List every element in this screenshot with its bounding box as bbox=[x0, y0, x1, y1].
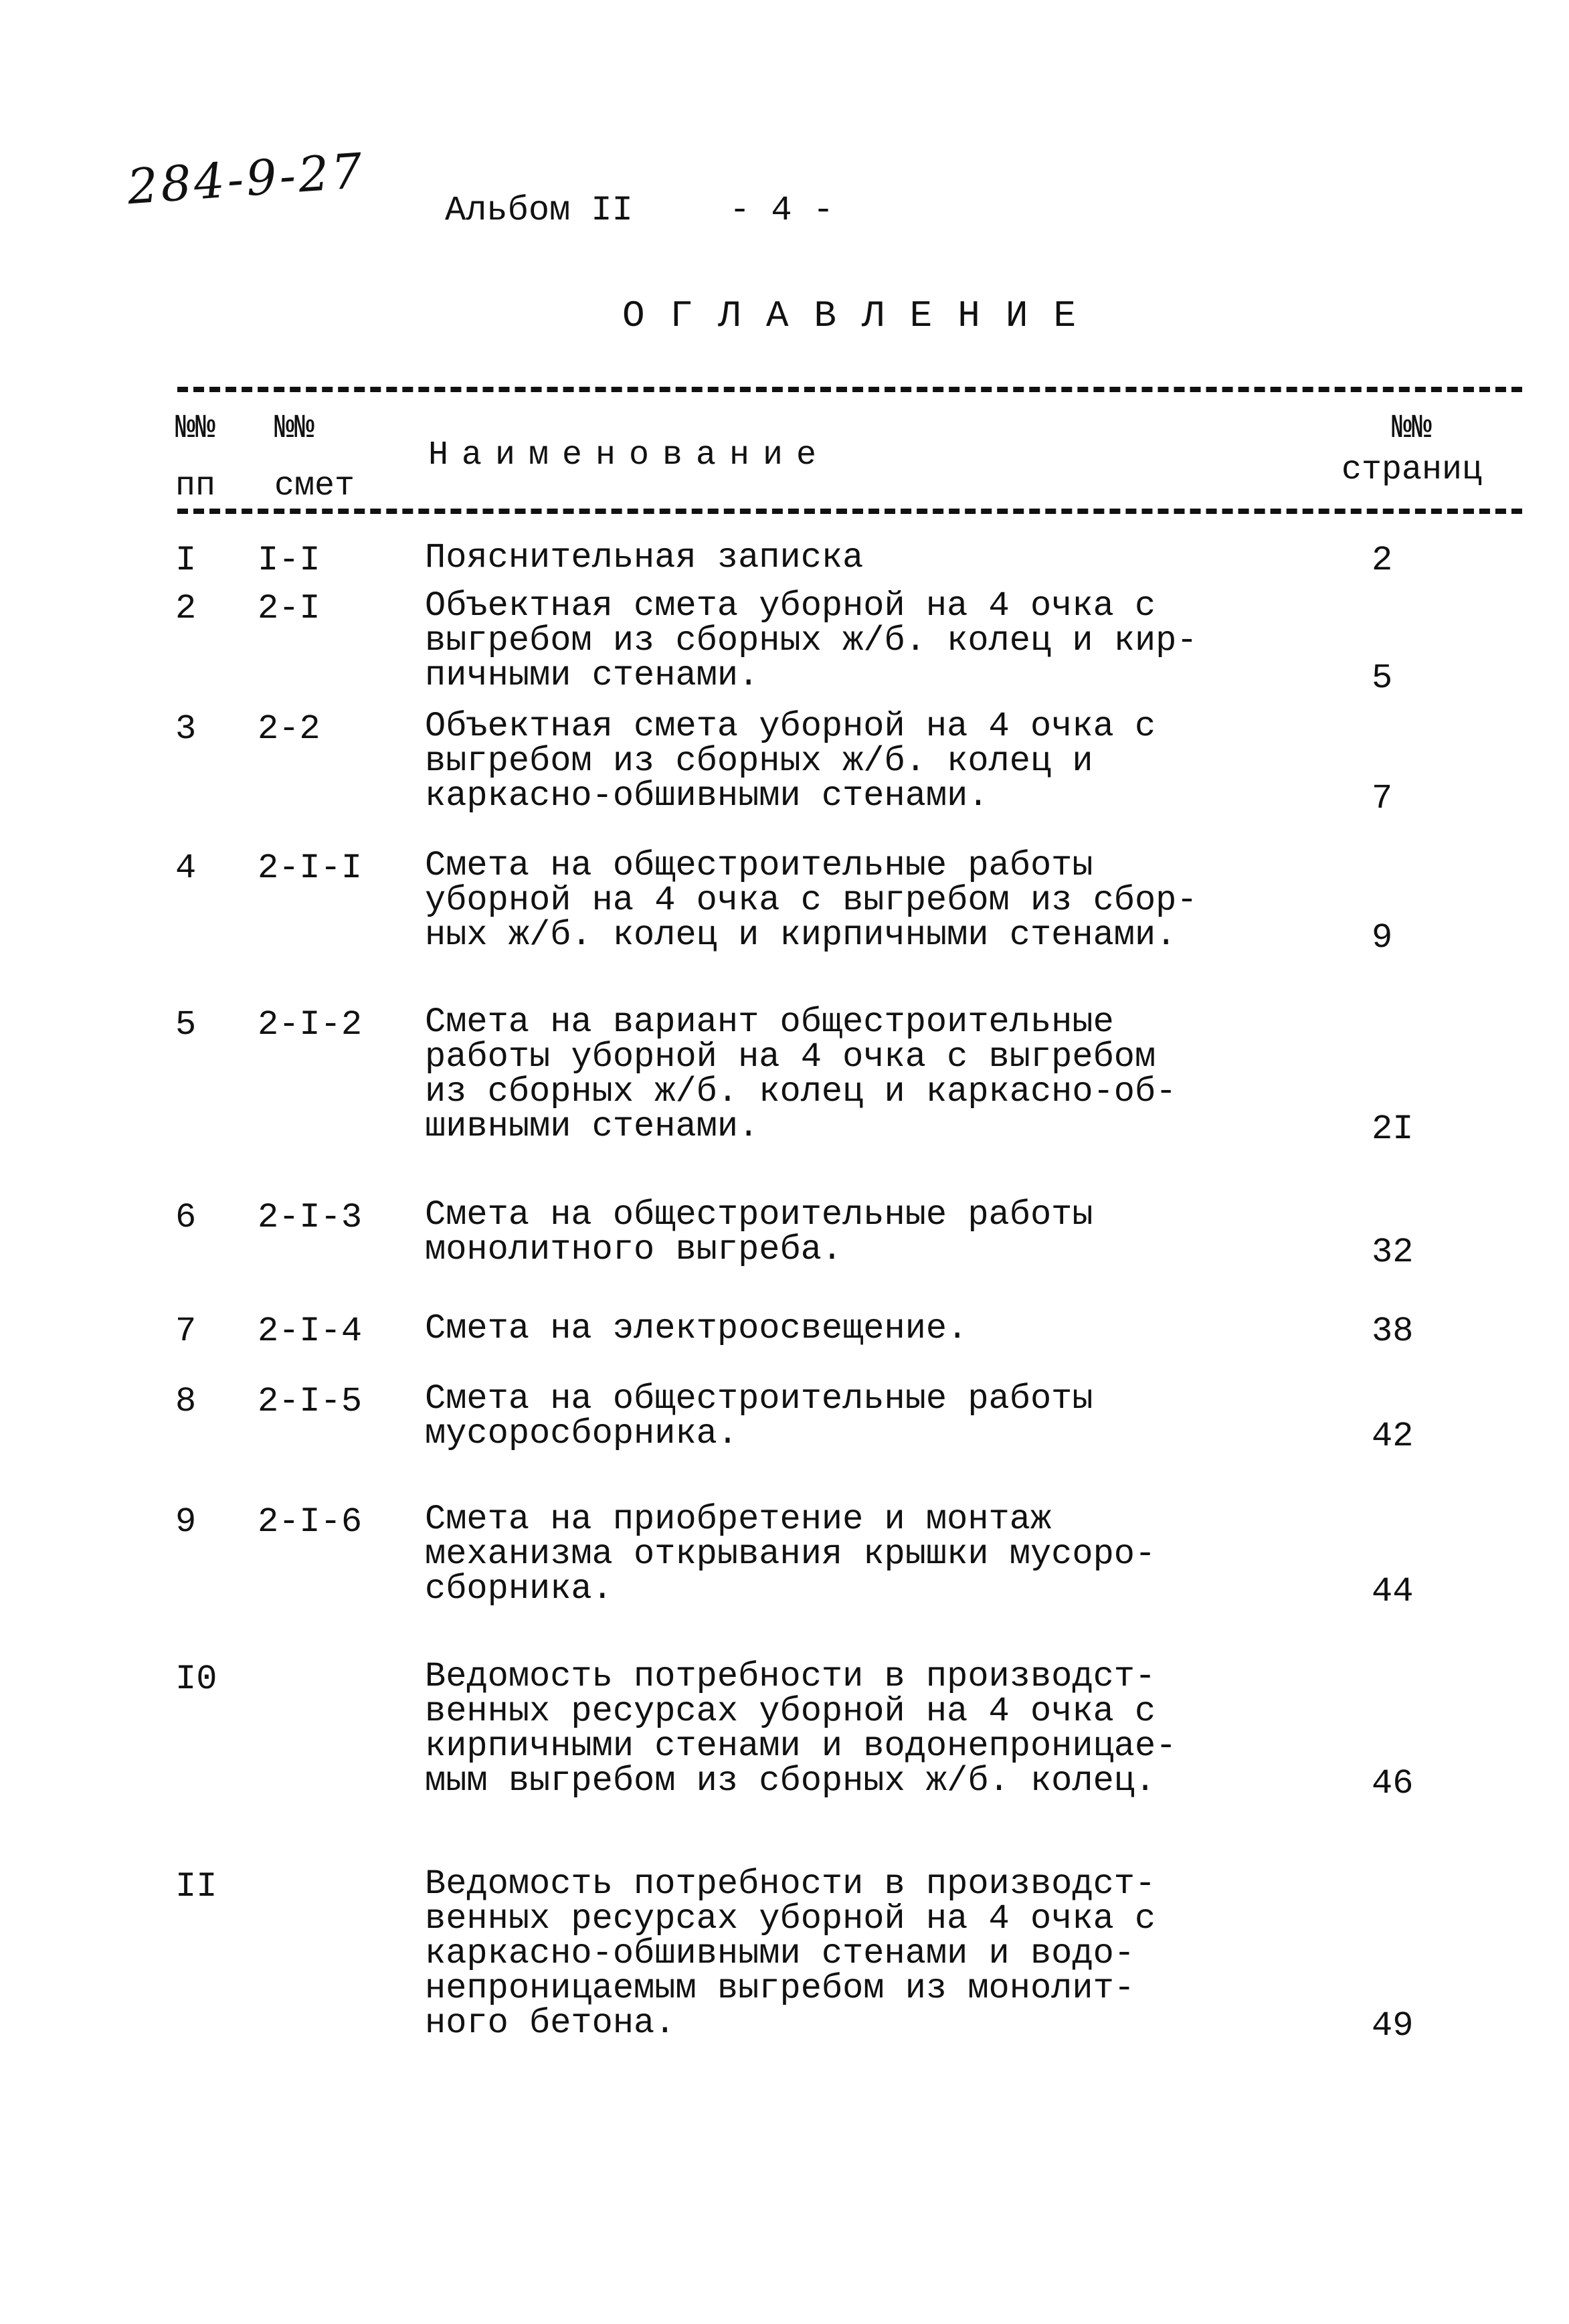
toc-row-page: 5 bbox=[1372, 658, 1393, 698]
toc-row-page: 38 bbox=[1372, 1312, 1414, 1351]
toc-row-title-line: уборной на 4 очка с выгребом из сбор- bbox=[425, 881, 1198, 920]
toc-row-title-line: работы уборной на 4 очка с выгребом bbox=[425, 1037, 1156, 1077]
toc-row-title bbox=[425, 1864, 1288, 2043]
toc-row-title-line: мусоросборника. bbox=[425, 1414, 739, 1453]
toc-row-title-line: Смета на электроосвещение. bbox=[425, 1309, 968, 1348]
toc-row-title-line: непроницаемым выгребом из монолит- bbox=[425, 1969, 1135, 2008]
toc-row-number: 5 bbox=[175, 1005, 197, 1045]
page-title: ОГЛАВЛЕНИЕ bbox=[622, 294, 1102, 337]
toc-row-title-line: кирпичными стенами и водонепроницае- bbox=[425, 1726, 1177, 1766]
toc-row-page: 46 bbox=[1372, 1764, 1414, 1803]
header-bottom-rule bbox=[177, 509, 1522, 514]
header-pages-line2: страниц bbox=[1341, 451, 1483, 489]
toc-row-number: 7 bbox=[175, 1312, 197, 1351]
toc-row-page: 44 bbox=[1372, 1572, 1414, 1611]
header-estimate-line2: смет bbox=[274, 467, 355, 505]
toc-row-estimate: 2-2 bbox=[258, 709, 320, 749]
toc-row-title-line: ных ж/б. колец и кирпичными стенами. bbox=[425, 915, 1177, 955]
toc-row-title-line: каркасно-обшивными стенами. bbox=[425, 776, 989, 816]
toc-row-title bbox=[425, 538, 1288, 577]
toc-row-title-line: механизма открывания крышки мусоро- bbox=[425, 1534, 1156, 1574]
toc-row-title-line: выгребом из сборных ж/б. колец и кир- bbox=[425, 621, 1198, 660]
header-pages bbox=[1335, 408, 1489, 491]
toc-row-title bbox=[425, 1309, 1288, 1348]
toc-row-title-line: Ведомость потребности в производст- bbox=[425, 1864, 1156, 1904]
toc-row-title bbox=[425, 1502, 1288, 1607]
toc-row-title-line: Смета на общестроительные работы bbox=[425, 1195, 1093, 1235]
handwritten-doc-code: 284-9-27 bbox=[125, 142, 367, 215]
toc-row-page: 9 bbox=[1372, 918, 1393, 958]
toc-row-title bbox=[425, 1379, 1288, 1453]
toc-row-title-line: Объектная смета уборной на 4 очка с bbox=[425, 586, 1156, 626]
toc-row-page: 42 bbox=[1372, 1417, 1414, 1456]
toc-row-title-line: ного бетона. bbox=[425, 2003, 676, 2043]
toc-row-number: I bbox=[175, 541, 197, 580]
toc-row-page: 49 bbox=[1372, 2006, 1414, 2046]
toc-row-title bbox=[425, 848, 1288, 953]
header-no-line2: пп bbox=[175, 467, 216, 505]
toc-row-number: 9 bbox=[175, 1502, 197, 1542]
header-pages-line1: №№ bbox=[1391, 410, 1432, 448]
toc-row-number: 4 bbox=[175, 848, 197, 888]
toc-row-number: 8 bbox=[175, 1382, 197, 1421]
toc-row-estimate: I-I bbox=[258, 541, 320, 580]
toc-row-estimate: 2-I-4 bbox=[258, 1312, 363, 1351]
toc-row-title-line: из сборных ж/б. колец и каркасно-об- bbox=[425, 1072, 1177, 1111]
toc-row-title bbox=[425, 1657, 1288, 1801]
toc-row-title-line: венных ресурсах уборной на 4 очка с bbox=[425, 1692, 1156, 1731]
toc-row-title-line: мым выгребом из сборных ж/б. колец. bbox=[425, 1761, 1156, 1801]
toc-row-title-line: венных ресурсах уборной на 4 очка с bbox=[425, 1899, 1156, 1939]
toc-row-page: 7 bbox=[1372, 779, 1393, 818]
toc-row-number: 3 bbox=[175, 709, 197, 749]
toc-row-estimate: 2-I-3 bbox=[258, 1198, 363, 1237]
toc-row-estimate: 2-I-2 bbox=[258, 1005, 363, 1045]
toc-row-estimate: 2-I bbox=[258, 589, 320, 628]
toc-row-number: 6 bbox=[175, 1198, 197, 1237]
toc-row-number: 2 bbox=[175, 589, 197, 628]
toc-row-estimate: 2-I-5 bbox=[258, 1382, 363, 1421]
toc-row-title-line: Ведомость потребности в производст- bbox=[425, 1657, 1156, 1696]
header-top-rule bbox=[177, 387, 1522, 392]
toc-row-title bbox=[425, 1002, 1288, 1146]
toc-row-estimate: 2-I-I bbox=[258, 848, 363, 888]
album-label: Альбом II bbox=[445, 191, 633, 230]
toc-row-title-line: шивными стенами. bbox=[425, 1107, 759, 1146]
toc-row-page: 32 bbox=[1372, 1233, 1414, 1272]
toc-row-number: I0 bbox=[175, 1660, 217, 1699]
toc-row-title-line: сборника. bbox=[425, 1569, 613, 1609]
page-number: - 4 - bbox=[729, 191, 834, 230]
toc-row-title-line: Смета на общестроительные работы bbox=[425, 1379, 1093, 1419]
toc-row-page: 2I bbox=[1372, 1109, 1414, 1149]
header-estimate-line1: №№ bbox=[274, 410, 315, 448]
toc-row-title-line: каркасно-обшивными стенами и водо- bbox=[425, 1934, 1135, 1973]
toc-row-estimate: 2-I-6 bbox=[258, 1502, 363, 1542]
toc-row-title-line: Смета на приобретение и монтаж bbox=[425, 1500, 1052, 1539]
header-name: Наименование bbox=[428, 436, 830, 474]
toc-row-title-line: выгребом из сборных ж/б. колец и bbox=[425, 741, 1093, 781]
toc-row-title-line: Объектная смета уборной на 4 очка с bbox=[425, 707, 1156, 746]
toc-row-title-line: Пояснительная записка bbox=[425, 538, 864, 577]
toc-row-title-line: Смета на общестроительные работы bbox=[425, 846, 1093, 885]
toc-row-title-line: монолитного выгреба. bbox=[425, 1230, 843, 1269]
header-no bbox=[175, 408, 215, 507]
toc-row-title-line: пичными стенами. bbox=[425, 656, 759, 695]
toc-row-number: II bbox=[175, 1867, 217, 1906]
toc-row-title bbox=[425, 709, 1288, 814]
header-no-line1: №№ bbox=[175, 410, 216, 448]
header-estimate bbox=[274, 408, 355, 507]
toc-row-page: 2 bbox=[1372, 541, 1393, 580]
toc-row-title bbox=[425, 1195, 1288, 1269]
toc-row-title bbox=[425, 586, 1288, 695]
toc-row-title-line: Смета на вариант общестроительные bbox=[425, 1002, 1114, 1042]
